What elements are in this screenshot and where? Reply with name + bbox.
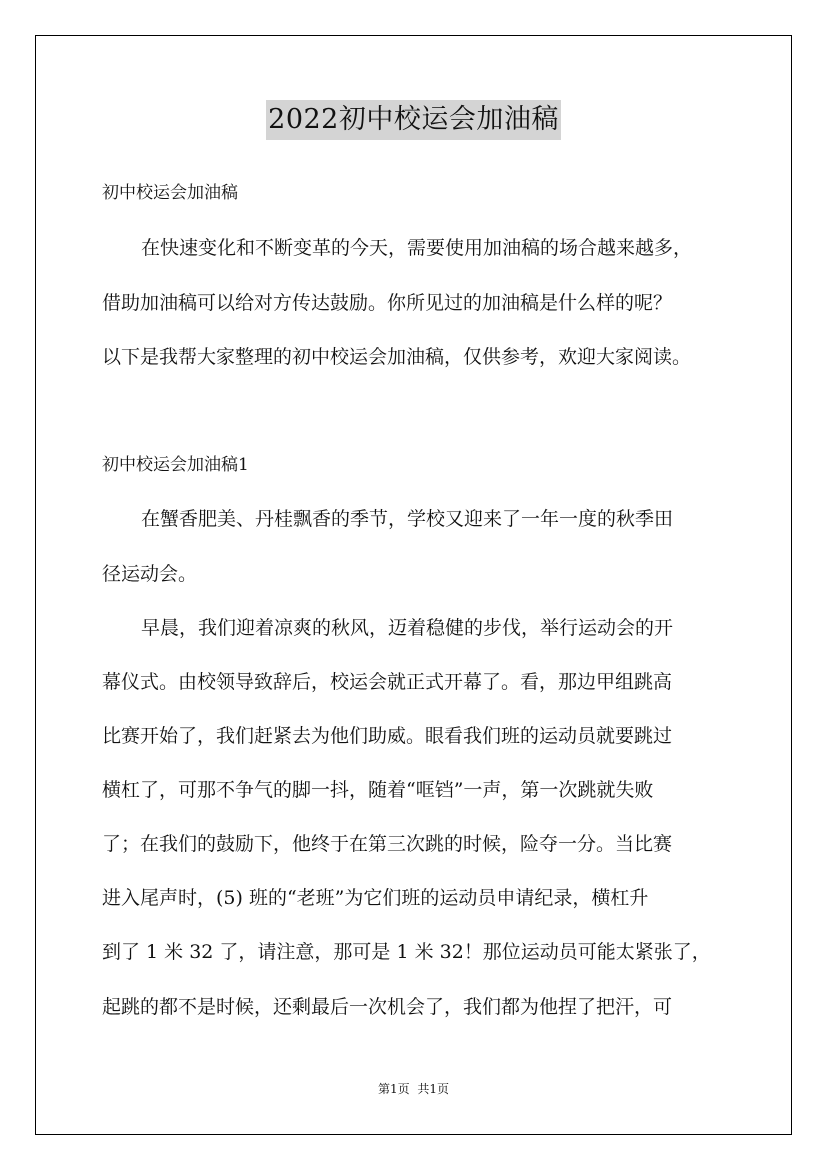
intro-line: 以下是我帮大家整理的初中校运会加油稿，仅供参考，欢迎大家阅读。 xyxy=(102,346,692,368)
intro-line: 借助加油稿可以给对方传达鼓励。你所见过的加油稿是什么样的呢？ xyxy=(102,292,673,314)
body-line: 在蟹香肥美、丹桂飘香的季节，学校又迎来了一年一度的秋季田 xyxy=(141,508,674,530)
body-line: 横杠了，可那不争气的脚一抖，随着“哐铛”一声，第一次跳就失败 xyxy=(102,779,654,801)
document-title-wrapper xyxy=(0,100,827,140)
body-line: 比赛开始了，我们赶紧去为他们助威。眼看我们班的运动员就要跳过 xyxy=(102,725,673,747)
page-footer xyxy=(0,1081,827,1097)
body-line: 起跳的都不是时候，还剩最后一次机会了，我们都为他捏了把汗，可 xyxy=(102,996,673,1018)
page-number: 第1页 xyxy=(378,1082,410,1096)
document-title: 2022初中校运会加油稿 xyxy=(266,100,561,140)
body-line: 进入尾声时，(5) 班的“老班”为它们班的运动员申请纪录，横杠升 xyxy=(102,887,649,909)
body-line: 早晨，我们迎着凉爽的秋风，迈着稳健的步伐，举行运动会的开 xyxy=(141,617,674,639)
body-line: 径运动会。 xyxy=(102,563,198,585)
section-heading: 初中校运会加油稿1 xyxy=(102,455,249,475)
body-line: 幕仪式。由校领导致辞后，校运会就正式开幕了。看，那边甲组跳高 xyxy=(102,671,673,693)
page-total: 共1页 xyxy=(417,1082,449,1096)
body-line: 到了 1 米 32 了，请注意，那可是 1 米 32！那位运动员可能太紧张了， xyxy=(102,941,711,963)
document-subtitle: 初中校运会加油稿 xyxy=(102,183,238,203)
intro-line: 在快速变化和不断变革的今天，需要使用加油稿的场合越来越多， xyxy=(141,237,693,259)
body-line: 了；在我们的鼓励下，他终于在第三次跳的时候，险夺一分。当比赛 xyxy=(102,833,673,855)
